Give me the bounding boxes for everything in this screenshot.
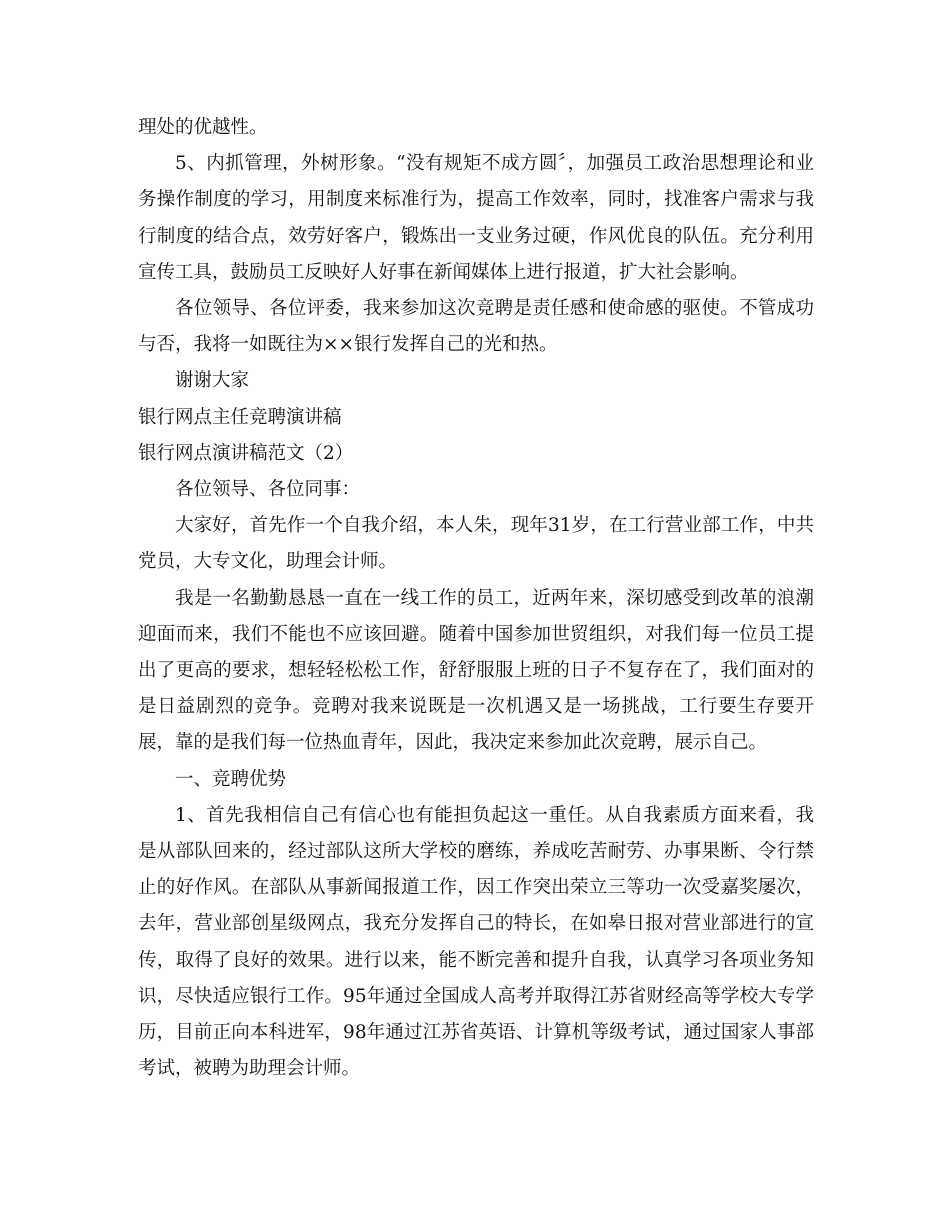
paragraph-2: 5、内抓管理，外树形象。“没有规矩不成方圆〞，加强员工政治思想理论和业务操作制度的学习，用制度来标准行为，提高工作效率，同时，找准客户需求与我行制度的结合点，效劳好客户，锻炼出一支业务过硬，作风优良的队伍。充分利用宣传工具，鼓励员工反映好人好事在新闻媒体上进行报道，扩大社会影响。 <box>138 153 814 283</box>
heading-sample-title: 银行网点演讲稿范文（2） <box>138 442 354 464</box>
paragraph-1: 理处的优越性。 <box>138 117 268 138</box>
paragraph-3: 各位领导、各位评委，我来参加这次竞聘是责任感和使命感的驱使。不管成功与否，我将一如既往为××银行发挥自己的光和热。 <box>138 298 814 356</box>
salutation: 各位领导、各位同事： <box>175 479 361 501</box>
paragraph-intro: 大家好，首先作一个自我介绍，本人朱，现年31岁，在工行营业部工作，中共党员，大专文化，助理会计师。 <box>138 515 814 573</box>
document-body <box>138 110 814 1087</box>
section-heading-advantages: 一、竞聘优势 <box>175 768 287 790</box>
paragraph-4: 谢谢大家 <box>175 370 250 392</box>
paragraph-motivation: 我是一名勤勤恳恳一直在一线工作的员工，近两年来，深切感受到改革的浪潮迎面而来，我们不能也不应该回避。随着中国参加世贸组织，对我们每一位员工提出了更高的要求，想轻轻松松工作，舒舒服服上班的日子不复存在了，我们面对的是日益剧烈的竞争。竞聘对我来说既是一次机遇又是一场挑战，工行要生存要开展，靠的是我们每一位热血青年，因此，我决定来参加此次竞聘，展示自己。 <box>138 587 814 754</box>
paragraph-advantage-1: 1、首先我相信自己有信心也有能担负起这一重任。从自我素质方面来看，我是从部队回来的，经过部队这所大学校的磨练，养成吃苦耐劳、办事果断、令行禁止的好作风。在部队从事新闻报道工作，因工作突出荣立三等功一次受嘉奖屡次，去年，营业部创星级网点，我充分发挥自己的特长，在如皋日报对营业部进行的宣传，取得了良好的效果。进行以来，能不断完善和提升自我，认真学习各项业务知识，尽快适应银行工作。95年通过全国成人高考并取得江苏省财经高等学校大专学历，目前正向本科进军，98年通过江苏省英语、计算机等级考试，通过国家人事部考试，被聘为助理会计师。 <box>138 804 814 1080</box>
heading-speech-title: 银行网点主任竞聘演讲稿 <box>138 406 342 428</box>
